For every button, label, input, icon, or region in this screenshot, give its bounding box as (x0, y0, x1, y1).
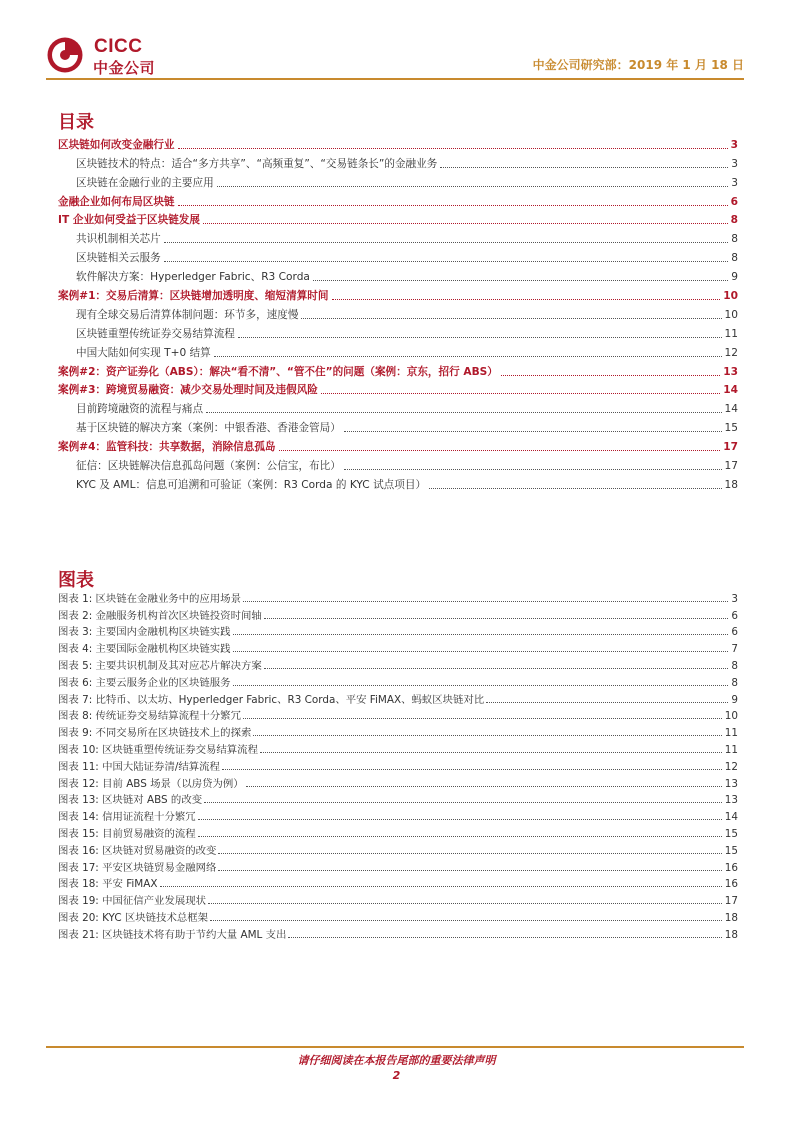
legal-disclaimer: 请仔细阅读在本报告尾部的重要法律声明 (297, 1054, 496, 1067)
toc-entry-label: 区块链如何改变金融行业 (58, 138, 175, 151)
toc-chapter-entry[interactable] (58, 133, 738, 152)
dot-leader (222, 769, 722, 770)
figure-entry[interactable] (58, 790, 738, 807)
dot-leader (233, 651, 729, 652)
dot-leader (332, 299, 721, 300)
toc-entry-page: 3 (730, 138, 738, 151)
figure-entry-label: 图表 2: 金融服务机构首次区块链投资时间轴 (58, 609, 262, 622)
figure-entry-page: 14 (724, 811, 738, 824)
figure-entry-label: 图表 18: 平安 FiMAX (58, 878, 158, 891)
dot-leader (344, 431, 722, 432)
toc-entry-page: 10 (724, 308, 738, 321)
figure-entry-label: 图表 5: 主要共识机制及其对应芯片解决方案 (58, 659, 262, 672)
figure-entry-label: 图表 20: KYC 区块链技术总框架 (58, 911, 209, 924)
figure-entry-page: 8 (731, 676, 738, 689)
toc-section-entry[interactable] (58, 397, 738, 416)
toc-entry-page: 12 (724, 346, 738, 359)
figure-entry-label: 图表 13: 区块链对 ABS 的改变 (58, 794, 203, 807)
toc-section-entry[interactable] (58, 227, 738, 246)
toc-entry-page: 15 (724, 422, 738, 435)
toc-entry-label: 区块链在金融行业的主要应用 (76, 176, 214, 189)
figure-entry-page: 13 (724, 794, 738, 807)
dot-leader (238, 337, 722, 338)
figure-entry-page: 15 (724, 827, 738, 840)
toc-entry-label: 目前跨境融资的流程与痛点 (76, 403, 204, 416)
toc-entry-label: 征信：区块链解决信息孤岛问题（案例：公信宝，布比） (76, 460, 341, 473)
figure-entry[interactable] (58, 689, 738, 706)
logo-text-cn: 中金公司 (93, 59, 156, 77)
figure-entry-page: 8 (731, 659, 738, 672)
dot-leader (178, 205, 728, 206)
dot-leader (164, 261, 729, 262)
header-divider (46, 78, 744, 80)
toc-entry-label: 金融企业如何布局区块链 (58, 195, 175, 208)
toc-chapter-entry[interactable] (58, 190, 738, 209)
figure-entry-page: 6 (731, 626, 738, 639)
figure-entry[interactable] (58, 638, 738, 655)
figure-entry-label: 图表 17: 平安区块链贸易金融网络 (58, 861, 217, 874)
figure-entry-page: 11 (724, 727, 738, 740)
figure-entry[interactable] (58, 823, 738, 840)
dot-leader (246, 786, 722, 787)
toc-entry-page: 9 (731, 271, 738, 284)
toc-entry-page: 18 (724, 478, 738, 491)
dot-leader (160, 886, 722, 887)
footer-divider (46, 1046, 744, 1048)
figure-entry[interactable] (58, 605, 738, 622)
dot-leader (253, 735, 721, 736)
toc-entry-label: KYC 及 AML：信息可追溯和可验证（案例：R3 Corda 的 KYC 试点项目） (76, 478, 427, 491)
dot-leader (210, 920, 722, 921)
dot-leader (178, 148, 728, 149)
dot-leader (218, 853, 721, 854)
dot-leader (264, 618, 729, 619)
toc-chapter-entry[interactable] (58, 379, 738, 398)
toc-entry-label: 案例#2：资产证券化（ABS）：解决“看不清”、“管不住”的问题（案例：京东，招行 ABS） (58, 365, 498, 378)
figure-entry[interactable] (58, 890, 738, 907)
figure-entry-page: 15 (724, 844, 738, 857)
figure-entry-label: 图表 3: 主要国内金融机构区块链实践 (58, 626, 231, 639)
figure-entry-label: 图表 19: 中国征信产业发展现状 (58, 895, 207, 908)
dot-leader (260, 752, 722, 753)
figure-entry-page: 13 (724, 777, 738, 790)
figure-entry[interactable] (58, 806, 738, 823)
figure-entry-label: 图表 9: 不同交易所在区块链技术上的探索 (58, 727, 252, 740)
toc-title: 目录 (58, 112, 94, 133)
page-number: 2 (392, 1069, 401, 1082)
toc-section-entry[interactable] (58, 171, 738, 190)
toc-chapter-entry[interactable] (58, 209, 738, 228)
figure-entry-page: 16 (724, 878, 738, 891)
figure-entry-label: 图表 8: 传统证券交易结算流程十分繁冗 (58, 710, 241, 723)
toc-entry-page: 13 (723, 365, 738, 378)
page-header (46, 36, 744, 80)
dot-leader (208, 903, 722, 904)
figure-entry-label: 图表 16: 区块链对贸易融资的改变 (58, 844, 217, 857)
dot-leader (429, 488, 721, 489)
toc-section-entry[interactable] (58, 303, 738, 322)
figure-entry-label: 图表 6: 主要云服务企业的区块链服务 (58, 676, 231, 689)
figure-entry-label: 图表 15: 目前贸易融资的流程 (58, 827, 196, 840)
toc-section-entry[interactable] (58, 265, 738, 284)
toc-entry-label: 案例#1：交易后清算：区块链增加透明度、缩短清算时间 (58, 290, 329, 303)
toc-entry-label: 案例#4：监管科技：共享数据，消除信息孤岛 (58, 441, 276, 454)
figure-entry-page: 10 (724, 710, 738, 723)
figure-entry[interactable] (58, 874, 738, 891)
toc-section-entry[interactable] (58, 322, 738, 341)
dot-leader (217, 186, 729, 187)
figure-entry[interactable] (58, 857, 738, 874)
figure-entry-label: 图表 11: 中国大陆证券清/结算流程 (58, 760, 220, 773)
toc-section-entry[interactable] (58, 473, 738, 492)
dot-leader (218, 870, 721, 871)
toc-section-entry[interactable] (58, 152, 738, 171)
dot-leader (203, 223, 728, 224)
toc-entry-page: 8 (731, 233, 738, 246)
dot-leader (279, 450, 721, 451)
dot-leader (301, 318, 721, 319)
toc-entry-label: 软件解决方案：Hyperledger Fabric、R3 Corda (76, 271, 310, 284)
toc-section-entry[interactable] (58, 416, 738, 435)
figure-entry-page: 9 (731, 693, 738, 706)
figure-entry-label: 图表 10: 区块链重塑传统证券交易结算流程 (58, 743, 258, 756)
figure-entry-page: 11 (724, 743, 738, 756)
figure-entry[interactable] (58, 907, 738, 924)
toc-entry-label: 案例#3：跨境贸易融资：减少交易处理时间及违假风险 (58, 384, 318, 397)
dot-leader (321, 393, 720, 394)
dot-leader (313, 280, 728, 281)
toc-entry-page: 8 (731, 252, 738, 265)
dot-leader (198, 819, 722, 820)
toc-entry-label: 基于区块链的解决方案（案例：中银香港、香港金管局） (76, 422, 341, 435)
dot-leader (198, 836, 722, 837)
figure-entry-page: 6 (731, 609, 738, 622)
figure-entry-label: 图表 21: 区块链技术将有助于节约大量 AML 支出 (58, 928, 287, 941)
dot-leader (243, 601, 728, 602)
figure-entry-page: 7 (731, 643, 738, 656)
figure-entry[interactable] (58, 739, 738, 756)
toc-entry-label: 区块链技术的特点：适合“多方共享”、“高频重复”、“交易链条长”的金融业务 (76, 157, 438, 170)
toc-entry-label: 区块链相关云服务 (76, 252, 161, 265)
figure-entry-page: 16 (724, 861, 738, 874)
toc-entry-page: 8 (730, 214, 738, 227)
dot-leader (501, 375, 720, 376)
toc-entry-label: 共识机制相关芯片 (76, 233, 161, 246)
dot-leader (233, 634, 729, 635)
dot-leader (204, 802, 722, 803)
dot-leader (264, 668, 729, 669)
toc-section-entry[interactable] (58, 341, 738, 360)
figures-title: 图表 (58, 570, 94, 591)
cicc-logo-icon (46, 36, 84, 74)
toc-entry-page: 17 (723, 441, 738, 454)
dot-leader (344, 469, 722, 470)
dot-leader (164, 242, 729, 243)
toc-entry-page: 14 (724, 403, 738, 416)
figure-entry-page: 18 (724, 911, 738, 924)
toc-entry-label: 中国大陆如何实现 T+0 结算 (76, 346, 211, 359)
toc-entry-label: 区块链重塑传统证券交易结算流程 (76, 327, 235, 340)
toc-section-entry[interactable] (58, 454, 738, 473)
dot-leader (486, 702, 728, 703)
dot-leader (233, 685, 729, 686)
toc-entry-page: 14 (723, 384, 738, 397)
figure-entry[interactable] (58, 773, 738, 790)
figure-entry[interactable] (58, 840, 738, 857)
figure-entry[interactable] (58, 655, 738, 672)
figure-entry-page: 18 (724, 928, 738, 941)
toc-section-entry[interactable] (58, 246, 738, 265)
figure-entry-label: 图表 4: 主要国际金融机构区块链实践 (58, 643, 231, 656)
figure-entry[interactable] (58, 672, 738, 689)
toc-entry-page: 3 (731, 157, 738, 170)
figure-entry[interactable] (58, 924, 738, 941)
toc-entry-page: 10 (723, 290, 738, 303)
toc-entry-page: 11 (724, 327, 738, 340)
toc-entry-page: 3 (731, 176, 738, 189)
dot-leader (288, 937, 721, 938)
figure-entry-page: 12 (724, 760, 738, 773)
report-date: 中金公司研究部：2019 年 1 月 18 日 (532, 58, 744, 72)
toc-entry-page: 17 (724, 460, 738, 473)
toc-entry-label: 现有全球交易后清算体制问题：环节多，速度慢 (76, 308, 299, 321)
dot-leader (243, 718, 722, 719)
toc-chapter-entry[interactable] (58, 360, 738, 379)
figure-entry[interactable] (58, 706, 738, 723)
figure-entry-page: 17 (724, 895, 738, 908)
toc-chapter-entry[interactable] (58, 435, 738, 454)
toc-entry-label: IT 企业如何受益于区块链发展 (58, 214, 200, 227)
figure-entry[interactable] (58, 722, 738, 739)
figure-entry[interactable] (58, 622, 738, 639)
figure-entry-label: 图表 14: 信用证流程十分繁冗 (58, 811, 196, 824)
logo-text-en: CICC (94, 36, 143, 57)
dot-leader (440, 167, 728, 168)
toc-chapter-entry[interactable] (58, 284, 738, 303)
figure-entry[interactable] (58, 588, 738, 605)
figure-entry-label: 图表 12: 目前 ABS 场景（以房贷为例） (58, 777, 244, 790)
figure-entry[interactable] (58, 756, 738, 773)
dot-leader (206, 412, 721, 413)
dot-leader (214, 356, 722, 357)
figure-entry-label: 图表 7: 比特币、以太坊、Hyperledger Fabric、R3 Corda、平安 FiMAX、蚂蚁区块链对比 (58, 693, 485, 706)
figure-entry-label: 图表 1: 区块链在金融业务中的应用场景 (58, 592, 241, 605)
table-of-contents (58, 133, 738, 492)
toc-entry-page: 6 (730, 195, 738, 208)
figure-entry-page: 3 (731, 592, 738, 605)
figure-list (58, 588, 738, 941)
